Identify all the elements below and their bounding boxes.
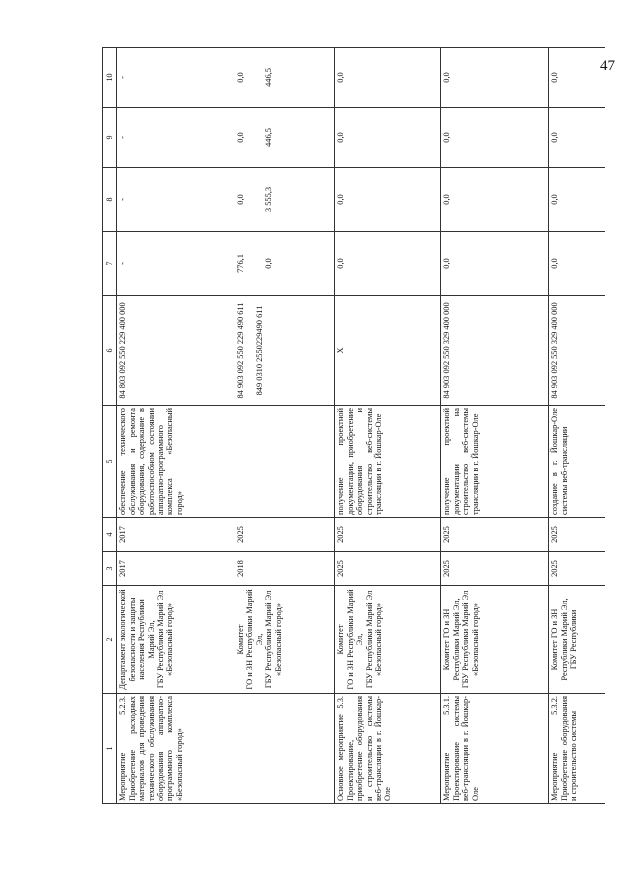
column-header: 8 — [103, 168, 117, 232]
budget-code-cell: 84 903 092 550 329 400 000 — [549, 296, 605, 406]
page-number: 47 — [600, 58, 615, 74]
column-header: 3 — [103, 552, 117, 586]
value-cell: - — [117, 108, 235, 168]
column-header: 1 — [103, 694, 117, 804]
executor-cell: Комитет ГО и ЗН Республики Марий Эл, ГБУ Республики Марий Эл «Безопасный город» — [335, 586, 441, 694]
end-year-cell: 2025 — [335, 518, 441, 552]
start-year-cell: 2025 — [335, 552, 441, 586]
column-header: 6 — [103, 296, 117, 406]
value-cell: 0,0 — [441, 168, 549, 232]
executor-cell: Департамент экологической безопасности и защиты населения Республики Марий Эл, ГБУ Республики Марий Эл «Безопасный город» — [117, 586, 235, 694]
expected-result-cell — [235, 406, 335, 518]
activity-name-cell: Основное мероприятие 5.3. Проектирование, приобретение оборудования и строительство системы веб-трансляции в г. Йошкар-Оле — [335, 694, 441, 804]
column-header: 9 — [103, 108, 117, 168]
start-year-cell: 2025 — [441, 552, 549, 586]
value-cell: 0,0 — [335, 48, 441, 108]
value-cell: 0,0 — [335, 232, 441, 296]
table-row — [549, 48, 605, 804]
expected-result-cell: создание в г. Йошкар-Оле системы веб-трансляции — [549, 406, 605, 518]
value-cell: 0,0 — [441, 232, 549, 296]
budget-code-cell: X — [335, 296, 441, 406]
expected-result-cell: обеспечение технического обслуживания и ремонта оборудования, содержание в работоспособном состоянии аппаратно-программного комплекса «Безопасный город» — [117, 406, 235, 518]
value-cell: - — [117, 48, 235, 108]
budget-code-cell: 84 903 092 550 329 400 000 — [441, 296, 549, 406]
expected-result-cell: получение проектной документации, приобретение оборудования и строительство веб-системы трансляции в г. Йошкар-Оле — [335, 406, 441, 518]
table-row — [441, 48, 549, 804]
activity-name-cell: Мероприятие 5.3.2. Приобретение оборудования и строительство системы — [549, 694, 605, 804]
column-header: 4 — [103, 518, 117, 552]
value-cell: 0,0 — [549, 48, 605, 108]
executor-cell: Комитет ГО и ЗН Республики Марий Эл, ГБУ Республики — [549, 586, 605, 694]
value-cell: - — [117, 232, 235, 296]
end-year-cell: 2025 — [549, 518, 605, 552]
value-cell: 0,0 3 555,3 — [235, 168, 335, 232]
value-cell: 776,1 0,0 — [235, 232, 335, 296]
value-cell: 0,0 — [549, 232, 605, 296]
table-row — [235, 48, 335, 804]
budget-code-cell: 84 903 092 550 229 490 611 849 0310 2550229490 611 — [235, 296, 335, 406]
end-year-cell: 2017 — [117, 518, 235, 552]
table-row — [335, 48, 441, 804]
end-year-cell: 2025 — [235, 518, 335, 552]
value-cell: 0,0 — [441, 108, 549, 168]
expected-result-cell: получение проектной документации на строительство веб-системы трансляции в г. Йошкар-Оле — [441, 406, 549, 518]
start-year-cell: 2017 — [117, 552, 235, 586]
column-header: 10 — [103, 48, 117, 108]
column-header: 5 — [103, 406, 117, 518]
value-cell: 0,0 — [549, 168, 605, 232]
activity-name-cell: Мероприятие 5.2.3. Приобретение расходных материалов для проведения технического обслуживания оборудования аппаратно-программного комплекса «Безопасный город» — [117, 694, 235, 804]
activity-name-cell: Мероприятие 5.3.1. Проектирование системы веб-трансляции в г. Йошкар-Оле — [441, 694, 549, 804]
value-cell: 0,0 — [335, 108, 441, 168]
budget-code-cell: 84 803 092 550 229 400 000 — [117, 296, 235, 406]
end-year-cell: 2025 — [441, 518, 549, 552]
executor-cell: Комитет ГО и ЗН Республики Марий Эл, ГБУ Республики Марий Эл «Безопасный город» — [235, 586, 335, 694]
activity-name-cell — [235, 694, 335, 804]
value-cell: 0,0 — [441, 48, 549, 108]
value-cell: 0,0 — [549, 108, 605, 168]
executor-cell: Комитет ГО и ЗН Республики Марий Эл, ГБУ Республики Марий Эл «Безопасный город» — [441, 586, 549, 694]
column-number-header-row — [103, 48, 117, 804]
value-cell: - — [117, 168, 235, 232]
column-header: 7 — [103, 232, 117, 296]
start-year-cell: 2025 — [549, 552, 605, 586]
rotated-table-container — [102, 48, 602, 804]
value-cell: 0,0 446,5 — [235, 48, 335, 108]
value-cell: 0,0 — [335, 168, 441, 232]
program-activities-table — [102, 47, 605, 804]
start-year-cell: 2018 — [235, 552, 335, 586]
table-row — [117, 48, 235, 804]
value-cell: 0,0 446,5 — [235, 108, 335, 168]
column-header: 2 — [103, 586, 117, 694]
